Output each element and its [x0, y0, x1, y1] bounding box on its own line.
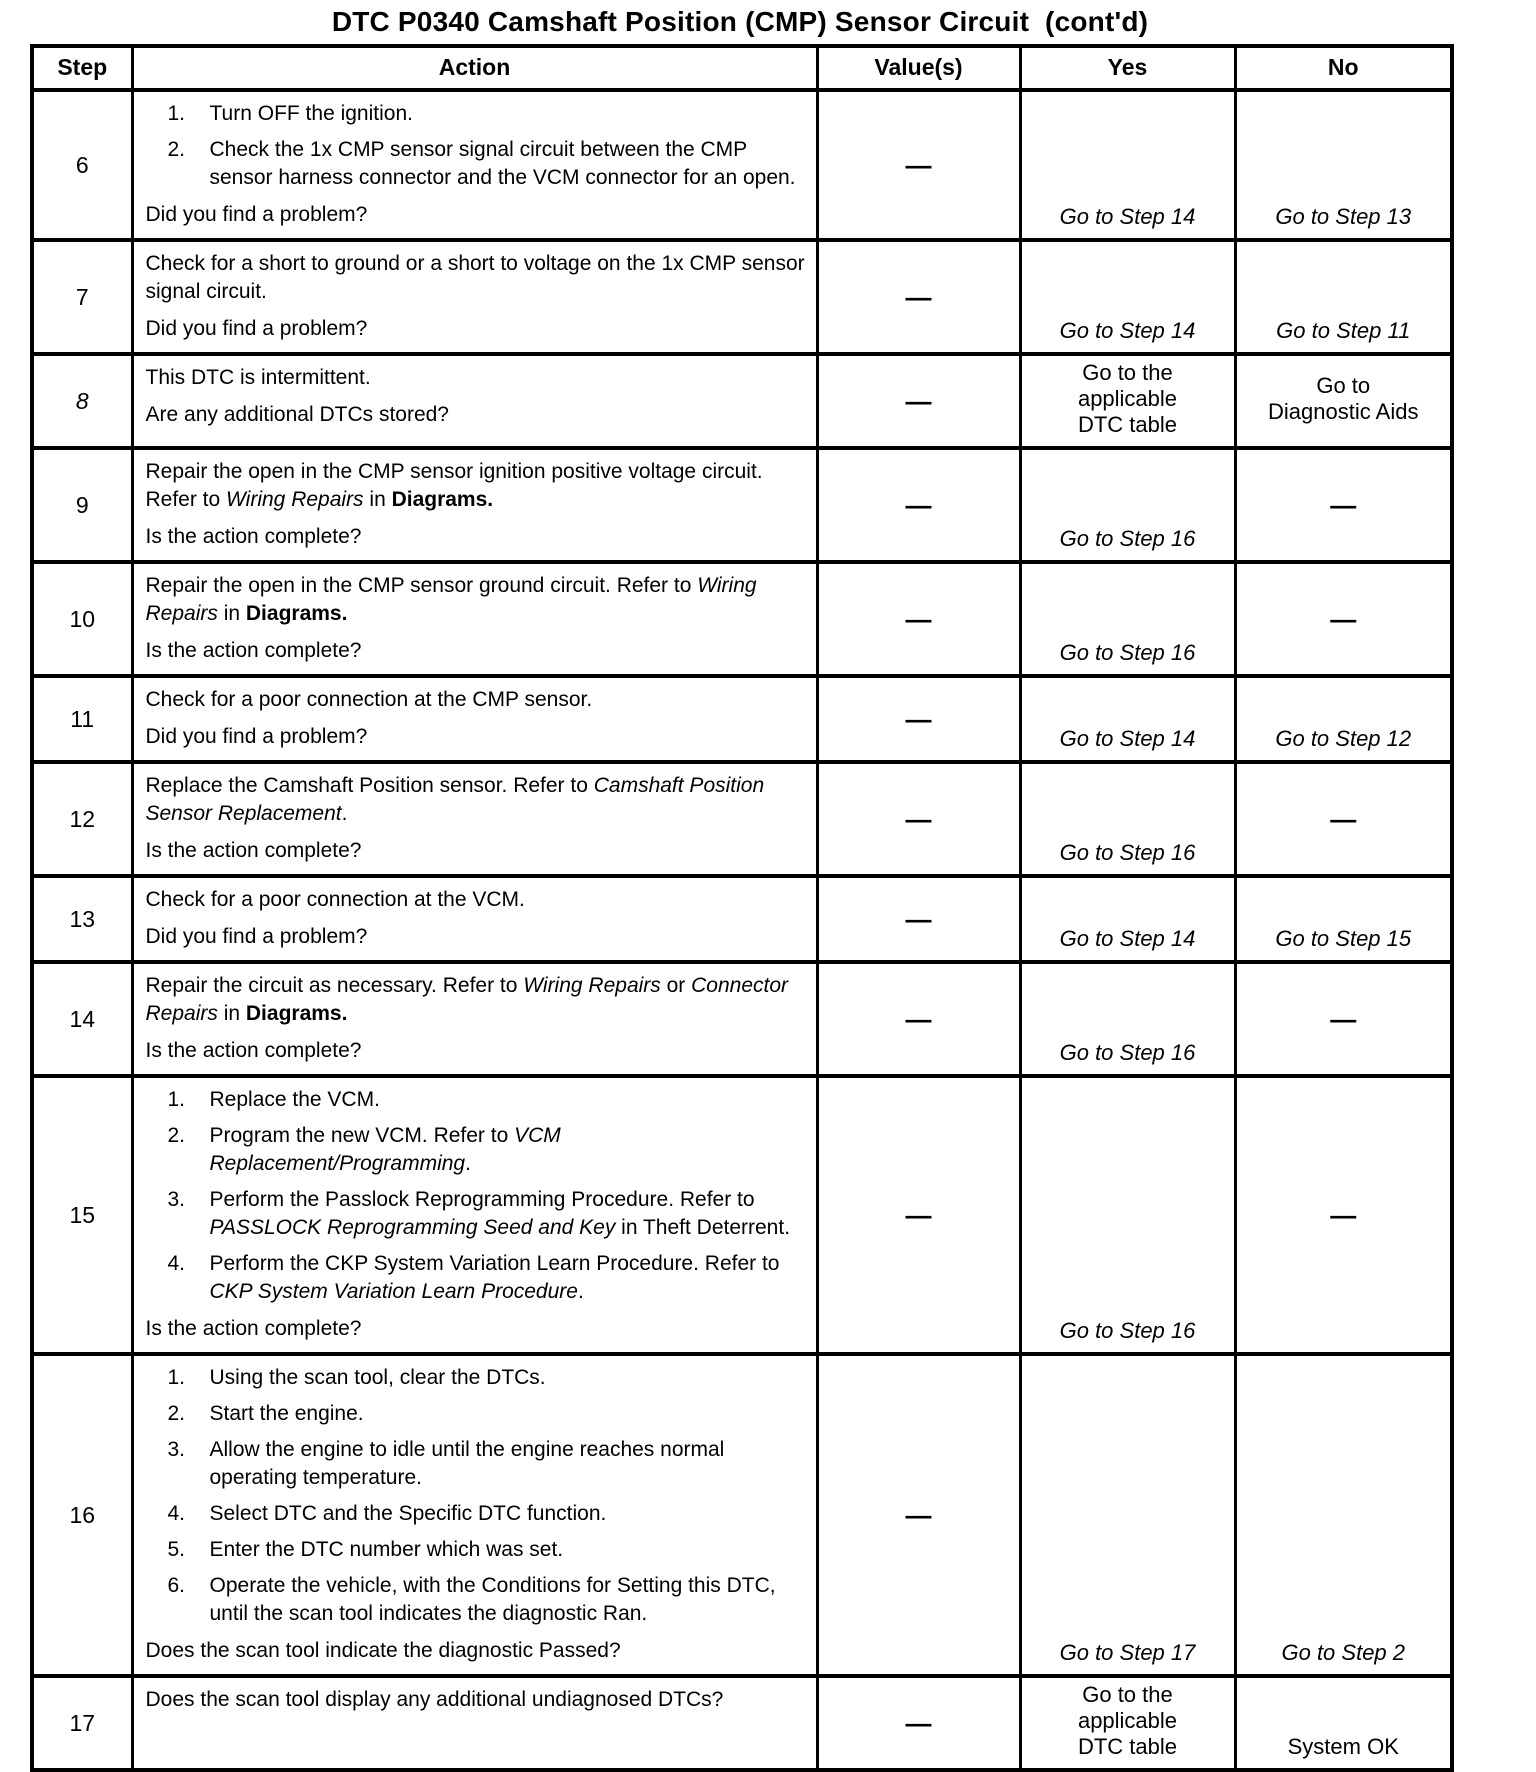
no-cell: —: [1235, 562, 1452, 676]
action-text-segment: or: [660, 974, 692, 997]
yes-cell: Go to Step 16: [1020, 448, 1235, 562]
action-text-segment: Diagrams.: [245, 1002, 348, 1025]
column-header-values: Value(s): [817, 46, 1020, 90]
action-text-segment: Repair the circuit as necessary. Refer to: [145, 974, 524, 997]
action-text-segment: Connector Repairs: [145, 974, 789, 1025]
yes-cell: [1020, 1676, 1235, 1770]
action-paragraph: [146, 250, 806, 306]
action-text-segment: in Theft Deterrent.: [615, 1216, 791, 1239]
action-question: Is the action complete?: [145, 1317, 362, 1340]
action-question: Did you find a problem?: [145, 203, 368, 226]
action-text-segment: Perform the Passlock Reprogramming Procedure. Refer to: [209, 1188, 755, 1211]
no-cell: System OK: [1235, 1676, 1452, 1770]
yes-cell: Go to Step 16: [1020, 562, 1235, 676]
action-item: [168, 1364, 806, 1392]
table-row-step-7: [32, 240, 1452, 354]
action-text-segment: Diagrams.: [391, 488, 494, 511]
yes-cell: Go to Step 14: [1020, 90, 1235, 240]
action-item: [168, 1500, 806, 1528]
column-header-no: No: [1235, 46, 1452, 90]
table-header: [32, 46, 1452, 90]
action-item-number: 5.: [167, 1538, 186, 1561]
action-text-segment: .: [577, 1280, 584, 1303]
action-cell: [132, 240, 817, 354]
action-cell: [132, 448, 817, 562]
action-item-number: 1.: [167, 1366, 186, 1389]
step-cell: 15: [32, 1076, 132, 1354]
action-text-segment: This DTC is intermittent.: [145, 366, 371, 389]
step-cell: 12: [32, 762, 132, 876]
action-item-text: [200, 1250, 806, 1306]
action-cell: [132, 1676, 817, 1770]
action-item-number: 2.: [167, 138, 186, 161]
no-cell: —: [1235, 448, 1452, 562]
action-text-segment: .: [465, 1152, 471, 1175]
table-row-step-14: [32, 962, 1452, 1076]
action-item-number: 1.: [167, 102, 186, 125]
action-text-segment: Wiring Repairs: [145, 574, 757, 625]
action-text-segment: Diagrams.: [245, 602, 348, 625]
value-cell: —: [817, 562, 1020, 676]
action-item-number: 2.: [167, 1402, 186, 1425]
yes-cell: Go to Step 14: [1020, 240, 1235, 354]
no-cell: —: [1235, 1076, 1452, 1354]
no-cell: —: [1235, 962, 1452, 1076]
action-cell: [132, 876, 817, 962]
value-cell: —: [817, 448, 1020, 562]
action-text-segment: Wiring Repairs: [226, 488, 364, 511]
value-cell: —: [817, 1076, 1020, 1354]
action-text-segment: Replace the VCM.: [209, 1088, 380, 1111]
action-question: Did you find a problem?: [145, 925, 368, 948]
action-cell: [132, 562, 817, 676]
no-cell: [1235, 354, 1452, 448]
yes-cell: [1020, 354, 1235, 448]
table-row-step-11: [32, 676, 1452, 762]
action-text-segment: Turn OFF the ignition.: [209, 102, 413, 125]
action-item-number: 4.: [167, 1252, 186, 1275]
action-item: [168, 1186, 806, 1242]
action-text-segment: in: [363, 488, 392, 511]
action-cell: [132, 962, 817, 1076]
action-item: [168, 1086, 806, 1114]
action-item-number: 3.: [167, 1438, 186, 1461]
result-line: Diagnostic Aids: [1268, 399, 1419, 424]
action-text-segment: Using the scan tool, clear the DTCs.: [209, 1366, 546, 1389]
action-question: Is the action complete?: [145, 525, 362, 548]
action-question: Is the action complete?: [145, 639, 362, 662]
table-row-step-15: [32, 1076, 1452, 1354]
action-text-segment: PASSLOCK Reprogramming Seed and Key: [209, 1216, 616, 1239]
action-item-text: [200, 1572, 806, 1628]
no-cell: Go to Step 2: [1235, 1354, 1452, 1676]
action-item: [168, 1122, 806, 1178]
table-row-step-6: [32, 90, 1452, 240]
table-row-step-10: [32, 562, 1452, 676]
action-item-number: 3.: [167, 1188, 186, 1211]
header-row: [32, 46, 1452, 90]
action-item: [168, 100, 806, 128]
action-item-text: [200, 1436, 806, 1492]
action-text-segment: Select DTC and the Specific DTC function.: [209, 1502, 607, 1525]
action-text-segment: Check the 1x CMP sensor signal circuit between the CMP sensor harness connector and the VCM connector for an open.: [209, 138, 796, 189]
no-cell: —: [1235, 762, 1452, 876]
action-paragraph: [146, 458, 806, 514]
action-item-text: [200, 1400, 806, 1428]
action-item: [168, 1436, 806, 1492]
action-item-text: [200, 136, 806, 192]
yes-cell: Go to Step 14: [1020, 676, 1235, 762]
action-paragraph: [146, 686, 806, 714]
value-cell: —: [817, 962, 1020, 1076]
action-item: [168, 1536, 806, 1564]
action-paragraph: [146, 972, 806, 1028]
table-row-step-16: [32, 1354, 1452, 1676]
value-cell: —: [817, 762, 1020, 876]
action-cell: [132, 90, 817, 240]
action-item-number: 1.: [167, 1088, 186, 1111]
table-row-step-12: [32, 762, 1452, 876]
value-cell: —: [817, 90, 1020, 240]
action-item-text: [200, 1122, 806, 1178]
step-cell: 6: [32, 90, 132, 240]
action-question: Does the scan tool indicate the diagnostic Passed?: [145, 1639, 621, 1662]
action-text-segment: Perform the CKP System Variation Learn Procedure. Refer to: [209, 1252, 780, 1275]
result-line: Go to the: [1082, 1682, 1173, 1707]
no-cell: Go to Step 11: [1235, 240, 1452, 354]
action-text-segment: Check for a poor connection at the CMP sensor.: [145, 688, 593, 711]
dtc-diagnostic-table: [30, 44, 1454, 1772]
step-cell: 16: [32, 1354, 132, 1676]
result-line: DTC table: [1077, 412, 1178, 437]
action-text-segment: VCM Replacement/Programming: [209, 1124, 561, 1175]
action-text-segment: Repair the open in the CMP sensor ignition positive voltage circuit. Refer to: [145, 460, 763, 511]
yes-cell: Go to Step 16: [1020, 1076, 1235, 1354]
action-item-text: [200, 1086, 806, 1114]
result-line: applicable: [1077, 1708, 1178, 1733]
action-paragraph: [146, 364, 806, 392]
action-item-text: [200, 100, 806, 128]
action-text-segment: .: [341, 802, 348, 825]
action-question: Is the action complete?: [145, 1039, 362, 1062]
step-cell: 9: [32, 448, 132, 562]
action-item-text: [200, 1536, 806, 1564]
step-cell: 10: [32, 562, 132, 676]
action-question: Is the action complete?: [145, 839, 362, 862]
action-text-segment: in: [217, 602, 246, 625]
action-text-segment: Repair the open in the CMP sensor ground circuit. Refer to: [145, 574, 698, 597]
yes-cell: Go to Step 17: [1020, 1354, 1235, 1676]
value-cell: —: [817, 676, 1020, 762]
table-row-step-8: [32, 354, 1452, 448]
step-cell: 13: [32, 876, 132, 962]
page-title: DTC P0340 Camshaft Position (CMP) Sensor Circuit (cont'd): [331, 6, 1149, 37]
no-cell: Go to Step 15: [1235, 876, 1452, 962]
action-cell: [132, 354, 817, 448]
action-item-text: [200, 1364, 806, 1392]
table-row-step-13: [32, 876, 1452, 962]
action-item-number: 4.: [167, 1502, 186, 1525]
value-cell: —: [817, 876, 1020, 962]
action-question: Did you find a problem?: [145, 317, 368, 340]
action-item-text: [200, 1500, 806, 1528]
value-cell: —: [817, 1354, 1020, 1676]
no-cell: Go to Step 12: [1235, 676, 1452, 762]
yes-cell: Go to Step 16: [1020, 962, 1235, 1076]
yes-cell: Go to Step 14: [1020, 876, 1235, 962]
step-cell: 14: [32, 962, 132, 1076]
action-text-segment: Operate the vehicle, with the Conditions for Setting this DTC, until the scan tool indicates the diagnostic Ran.: [209, 1574, 776, 1625]
action-text-segment: Start the engine.: [209, 1402, 364, 1425]
action-cell: [132, 676, 817, 762]
column-header-yes: Yes: [1020, 46, 1235, 90]
action-text-segment: Check for a short to ground or a short to voltage on the 1x CMP sensor signal circuit.: [145, 252, 805, 303]
step-cell: 11: [32, 676, 132, 762]
no-cell: Go to Step 13: [1235, 90, 1452, 240]
action-text-segment: Does the scan tool display any additional undiagnosed DTCs?: [145, 1688, 724, 1711]
action-text-segment: Program the new VCM. Refer to: [209, 1124, 515, 1147]
result-line: Go to the: [1082, 360, 1173, 385]
action-text-segment: Check for a poor connection at the VCM.: [145, 888, 525, 911]
action-cell: [132, 762, 817, 876]
action-item-text: [200, 1186, 806, 1242]
step-cell: 8: [32, 354, 132, 448]
action-text-segment: Enter the DTC number which was set.: [209, 1538, 564, 1561]
action-cell: [132, 1076, 817, 1354]
step-cell: 7: [32, 240, 132, 354]
yes-cell: Go to Step 16: [1020, 762, 1235, 876]
column-header-step: Step: [32, 46, 132, 90]
table-row-step-17: [32, 1676, 1452, 1770]
table-body: [32, 90, 1452, 1770]
action-text-segment: Camshaft Position Sensor Replacement: [145, 774, 765, 825]
action-text-segment: Wiring Repairs: [523, 974, 661, 997]
action-item: [168, 1400, 806, 1428]
action-paragraph: [146, 886, 806, 914]
step-cell: 17: [32, 1676, 132, 1770]
action-item: [168, 136, 806, 192]
table-row-step-9: [32, 448, 1452, 562]
result-line: Go to: [1316, 373, 1371, 398]
action-paragraph: [146, 1686, 806, 1714]
action-paragraph: [146, 572, 806, 628]
action-question: Did you find a problem?: [145, 725, 368, 748]
action-item: [168, 1250, 806, 1306]
action-item: [168, 1572, 806, 1628]
action-text-segment: Replace the Camshaft Position sensor. Refer to: [145, 774, 594, 797]
result-line: DTC table: [1077, 1734, 1178, 1759]
action-text-segment: CKP System Variation Learn Procedure: [209, 1280, 578, 1303]
value-cell: —: [817, 240, 1020, 354]
action-question: Are any additional DTCs stored?: [145, 403, 449, 426]
action-item-number: 2.: [167, 1124, 186, 1147]
column-header-action: Action: [132, 46, 817, 90]
action-text-segment: in: [217, 1002, 246, 1025]
action-paragraph: [146, 772, 806, 828]
result-line: applicable: [1077, 386, 1178, 411]
value-cell: —: [817, 354, 1020, 448]
action-item-number: 6.: [167, 1574, 186, 1597]
value-cell: —: [817, 1676, 1020, 1770]
action-cell: [132, 1354, 817, 1676]
action-text-segment: Allow the engine to idle until the engine reaches normal operating temperature.: [209, 1438, 725, 1489]
